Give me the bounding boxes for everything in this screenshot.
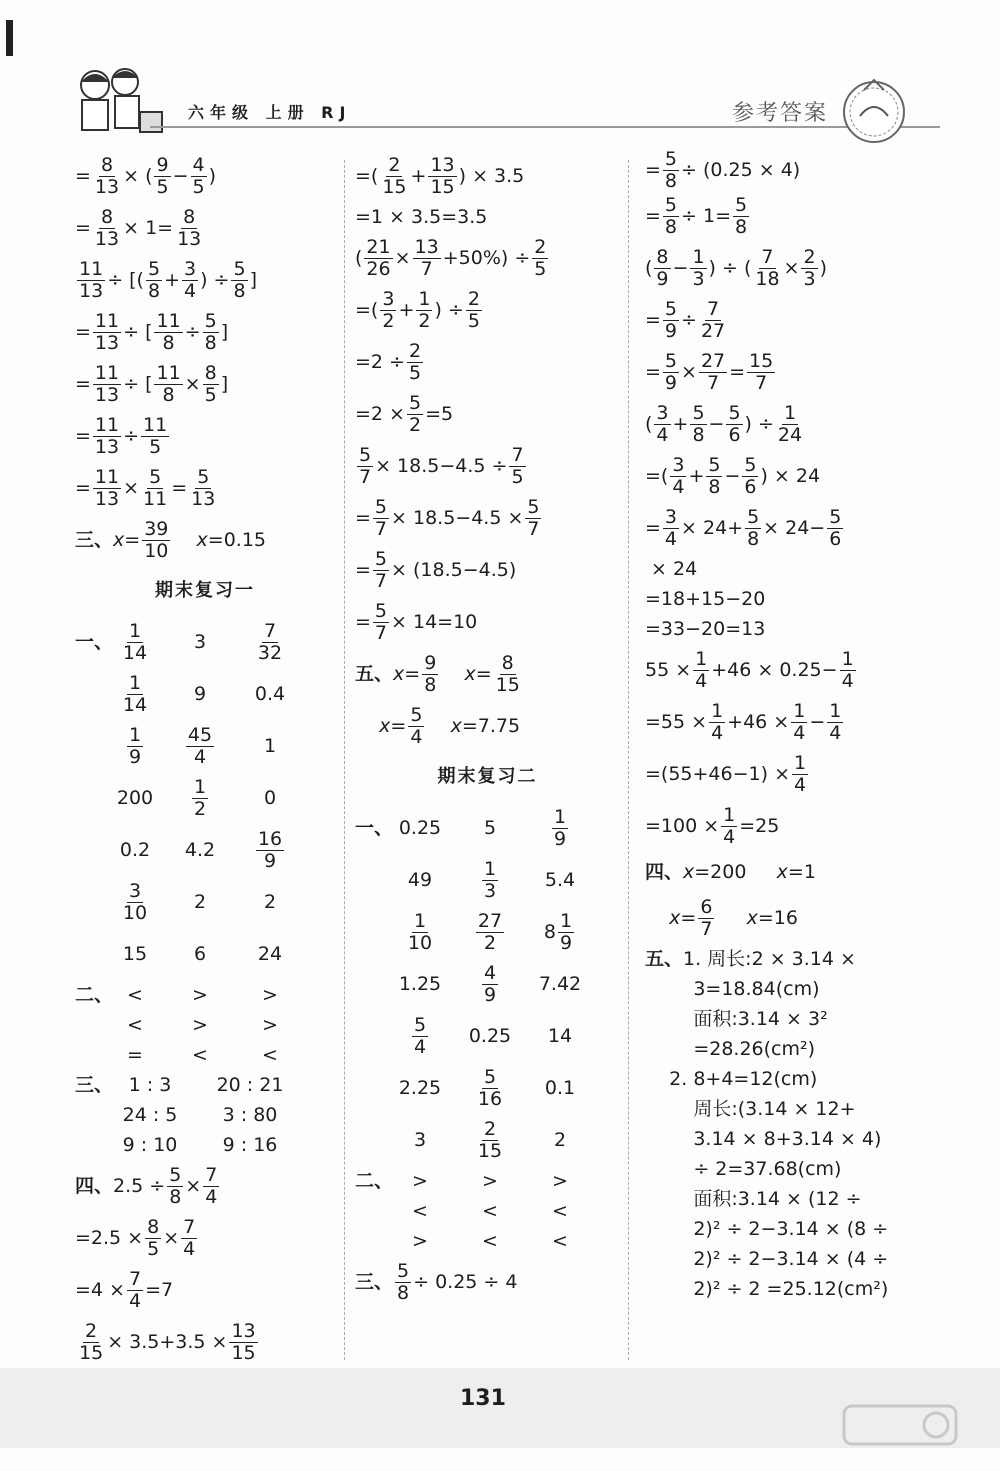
answer-row: $\frac{3}{10}$ 2 2 [122,879,277,924]
fraction: $\frac{5}{7}$ [374,495,388,540]
fraction: $\frac{3}{2}$ [382,287,395,332]
fraction: $\frac{7}{4}$ [205,1163,218,1208]
fraction: $\frac{1}{4}$ [829,699,842,744]
fraction: $\frac{3}{4}$ [184,257,197,302]
answer-line: =( $\frac{2}{15}$ + $\frac{13}{15}$ ) × 3.5 [355,153,525,198]
answer-line: =( $\frac{3}{2}$ + $\frac{1}{2}$ ) ÷ $\frac{2}{5}$ [355,287,480,332]
answer-line: = $\frac{5}{7}$ × 14=10 [355,599,478,644]
answer-row: 49 $\frac{1}{3}$ 5.4 [407,857,576,902]
answer-column-2 [355,150,620,1308]
fraction: $\frac{5}{16}$ [477,1065,503,1110]
fraction: $\frac{11}{13}$ [79,257,104,302]
fraction: $\frac{8}{9}$ [656,245,669,290]
answer-line: $\frac{11}{13}$ ÷ [( $\frac{5}{8}$ + $\frac{3}{4}$ ) ÷ $\frac{5}{8}$ ] [79,257,257,302]
fraction: $\frac{1}{3}$ [483,857,497,902]
fraction: $\frac{7}{18}$ [755,245,780,290]
answer-line: x = $\frac{6}{7}$ x =16 [669,895,798,940]
fraction: $\frac{5}{8}$ [692,401,705,446]
fraction: $\frac{5}{7}$ [374,599,388,644]
corner-mark [6,20,13,56]
fraction: $\frac{1}{10}$ [407,909,433,954]
fraction: $\frac{21}{26}$ [366,235,391,280]
fraction: $\frac{2}{15}$ [79,1319,104,1364]
answer-line: 2)² ÷ 2−3.14 × (4 ÷ [645,1247,889,1270]
fraction: $\frac{7}{32}$ [257,619,283,664]
fraction: $\frac{15}{7}$ [749,349,774,394]
fraction: $\frac{27}{7}$ [700,349,726,394]
answer-row: 三、 1 : 3 20 : 21 [75,1073,284,1096]
fraction: $\frac{7}{5}$ [511,443,524,488]
fraction: $\frac{1}{24}$ [777,401,803,446]
answer-line: 2. 8+4=12(cm) [645,1067,818,1090]
fraction: $\frac{7}{27}$ [700,297,726,342]
answer-row: $\frac{5}{4}$ 0.25 14 [413,1013,573,1058]
answer-line: 三、 $\frac{5}{8}$ ÷ 0.25 ÷ 4 [355,1259,518,1304]
fraction: $\frac{5}{8}$ [397,1259,410,1304]
fraction: $\frac{2}{5}$ [534,235,547,280]
answer-line: = $\frac{11}{13}$ ÷ [ $\frac{11}{8}$ × $\frac{8}{5}$ ] [75,361,229,406]
answer-line: =1 × 3.5=3.5 [355,205,488,228]
answer-line: = $\frac{5}{9}$ ÷ $\frac{7}{27}$ [645,297,726,342]
answer-line: =( $\frac{3}{4}$ + $\frac{5}{8}$ − $\frac{5}{6}$ ) × 24 [645,453,821,498]
fraction: $\frac{5}{8}$ [169,1163,182,1208]
fraction: $\frac{16}{9}$ [257,827,283,872]
fraction: $\frac{1}{9}$ [128,723,142,768]
fraction: $\frac{5}{11}$ [143,465,168,510]
answer-line: = $\frac{11}{13}$ × $\frac{5}{11}$ = $\frac{5}{13}$ [75,465,216,510]
fraction: $\frac{4}{9}$ [483,961,497,1006]
brand-seal-icon [838,76,910,148]
answer-row: < > > [127,1013,278,1036]
answer-line: = $\frac{5}{8}$ ÷ (0.25 × 4) [645,147,801,192]
fraction: $\frac{1}{4}$ [841,647,854,692]
fraction: $\frac{13}{15}$ [231,1319,256,1364]
fraction: $\frac{2}{3}$ [803,245,816,290]
fraction: $\frac{1}{14}$ [122,671,148,716]
fraction: $\frac{5}{8}$ [708,453,721,498]
column-divider [344,160,345,1360]
fraction: $\frac{1}{14}$ [122,619,148,664]
fraction: $\frac{1}{4}$ [711,699,724,744]
fraction: $\frac{11}{13}$ [94,309,120,354]
answer-row: 200 $\frac{1}{2}$ 0 [116,775,277,820]
fraction: $\frac{5}{6}$ [829,505,842,550]
answer-line: = $\frac{5}{9}$ × $\frac{27}{7}$ = $\frac{15}{7}$ [645,349,774,394]
answer-line: =18+15−20 [645,587,766,610]
answer-line: = $\frac{5}{8}$ ÷ 1= $\frac{5}{8}$ [645,193,748,238]
fraction: $\frac{1}{9}$ [553,805,567,850]
fraction: $\frac{5}{8}$ [664,193,678,238]
answer-row: < < < [412,1199,568,1222]
answer-line: ( $\frac{8}{9}$ − $\frac{1}{3}$ ) ÷ ( $\frac{7}{18}$ × $\frac{2}{3}$ ) [645,245,827,290]
answer-line: 五、 1. 周长:2 × 3.14 × [645,947,856,970]
answer-line: 2)² ÷ 2 =25.12(cm²) [645,1277,889,1300]
answer-line: =55 × $\frac{1}{4}$ +46 × $\frac{1}{4}$ − $\frac{1}{4}$ [645,699,842,744]
fraction: $\frac{5}{8}$ [734,193,748,238]
answer-line: = $\frac{5}{7}$ × 18.5−4.5 × $\frac{5}{7}$ [355,495,540,540]
fraction: $\frac{5}{4}$ [410,703,423,748]
fraction: $\frac{1}{4}$ [695,647,708,692]
answer-row: 1.25 $\frac{4}{9}$ 7.42 [398,961,582,1006]
header-grade: 六年级 上册 RJ [188,103,352,122]
answer-line: =4 × $\frac{7}{4}$ =7 [75,1267,174,1312]
fraction: $\frac{8}{15}$ [495,651,520,696]
fraction: $\frac{11}{8}$ [156,309,181,354]
fraction: $\frac{11}{13}$ [94,361,120,406]
fraction: $\frac{11}{13}$ [94,465,120,510]
fraction: $\frac{3}{4}$ [664,505,678,550]
answer-row: 二、 > > > [355,1169,568,1192]
fraction: $\frac{5}{8}$ [204,309,217,354]
fraction: $\frac{5}{7}$ [374,547,388,592]
answer-line: = $\frac{5}{7}$ × (18.5−4.5) [355,547,517,592]
column-divider [628,160,629,1360]
answer-row: = < < [127,1043,278,1066]
section-heading: 期末复习二 [437,766,538,787]
answer-line: 四、 x =200 x =1 [645,860,816,883]
fraction: $\frac{4}{5}$ [192,153,205,198]
answer-line: 3=18.84(cm) [645,977,820,1000]
answer-line: =33−20=13 [645,617,766,640]
watermark-logo-icon [840,1400,960,1450]
fraction: $\frac{11}{13}$ [94,413,120,458]
answer-line: = $\frac{11}{13}$ ÷ [ $\frac{11}{8}$ ÷ $\frac{5}{8}$ ] [75,309,229,354]
fraction: $\frac{2}{5}$ [408,339,422,384]
answer-row: 一、 0.25 5 $\frac{1}{9}$ [355,805,567,850]
fraction: $\frac{9}{8}$ [424,651,437,696]
header-rule [150,126,940,128]
fraction: $\frac{5}{8}$ [664,147,678,192]
answer-line: =28.26(cm²) [645,1037,816,1060]
answer-line: = $\frac{8}{13}$ × 1= $\frac{8}{13}$ [75,205,202,250]
fraction: $\frac{7}{4}$ [128,1267,142,1312]
fraction: $\frac{39}{10}$ [144,517,169,562]
answer-line: ( $\frac{21}{26}$ × $\frac{13}{7}$ +50%) ÷ $\frac{2}{5}$ [355,235,547,280]
fraction: $\frac{5}{13}$ [191,465,216,510]
answer-line: × 24 [645,557,698,580]
answer-line: =100 × $\frac{1}{4}$ =25 [645,803,780,848]
fraction: $\frac{5}{7}$ [359,443,372,488]
fraction: $\frac{13}{7}$ [414,235,439,280]
fraction: $\frac{1}{3}$ [692,245,705,290]
fraction: $\frac{2}{15}$ [477,1117,503,1162]
fraction: $\frac{3}{4}$ [656,401,669,446]
answer-line: 周长:(3.14 × 12+ [645,1097,856,1120]
fraction: $\frac{5}{2}$ [408,391,422,436]
answer-line: =2 ÷ $\frac{2}{5}$ [355,339,422,384]
answer-line: = $\frac{8}{13}$ × ( $\frac{9}{5}$ − $\frac{4}{5}$ ) [75,153,217,198]
fraction: $\frac{1}{4}$ [723,803,736,848]
fraction: $\frac{8}{13}$ [94,153,120,198]
fraction: $\frac{5}{8}$ [747,505,760,550]
fraction: $\frac{9}{5}$ [156,153,169,198]
answer-row: 二、 < > > [75,983,278,1006]
answer-line: =(55+46−1) × $\frac{1}{4}$ [645,751,807,796]
fraction: $\frac{5}{9}$ [664,349,678,394]
answer-row: 15 6 24 [122,942,283,965]
answer-row: 3 $\frac{2}{15}$ 2 [413,1117,567,1162]
fraction: $\frac{5}{6}$ [728,401,741,446]
answer-row: 9 : 10 9 : 16 [122,1133,278,1156]
answer-line: ( $\frac{3}{4}$ + $\frac{5}{8}$ − $\frac{5}{6}$ ) ÷ $\frac{1}{24}$ [645,401,803,446]
answer-column-3 [645,147,965,1304]
header-section-title: 参考答案 [731,101,828,126]
answer-row: > < < [412,1229,568,1252]
fraction: $\frac{7}{4}$ [183,1215,196,1260]
answer-line: =2.5 × $\frac{8}{5}$ × $\frac{7}{4}$ [75,1215,196,1260]
answer-line: = $\frac{11}{13}$ ÷ $\frac{11}{5}$ [75,413,168,458]
fraction: $\frac{5}{4}$ [413,1013,427,1058]
fraction: $\frac{6}{7}$ [700,895,713,940]
fraction: $\frac{27}{2}$ [477,909,503,954]
answer-line: $\frac{5}{7}$ × 18.5−4.5 ÷ $\frac{7}{5}$ [359,443,524,488]
fraction: $\frac{13}{15}$ [430,153,455,198]
page-number: 131 [460,1386,506,1411]
fraction: $\frac{1}{4}$ [793,699,806,744]
fraction: $\frac{2}{5}$ [467,287,480,332]
cartoon-kids-icon [60,60,170,140]
answer-line: 五、 x = $\frac{9}{8}$ x = $\frac{8}{15}$ [355,651,520,696]
answer-line: 2)² ÷ 2−3.14 × (8 ÷ [645,1217,889,1240]
answer-row: 24 : 5 3 : 80 [122,1103,278,1126]
answer-line: 3.14 × 8+3.14 × 4) [645,1127,882,1150]
fraction: $\frac{3}{10}$ [122,879,148,924]
fraction: $\frac{1}{2}$ [418,287,431,332]
answer-row: 2.25 $\frac{5}{16}$ 0.1 [398,1065,576,1110]
answer-line: ÷ 2=37.68(cm) [645,1157,842,1180]
answer-row: 一、 $\frac{1}{14}$ 3 $\frac{7}{32}$ [75,619,283,664]
answer-line: 面积:3.14 × 3² [645,1007,828,1030]
fraction: $\frac{5}{7}$ [527,495,540,540]
fraction: $\frac{11}{5}$ [143,413,168,458]
fraction: $\frac{5}{8}$ [147,257,161,302]
fraction: $\frac{8}{5}$ [204,361,217,406]
fraction: $\frac{8}{13}$ [177,205,202,250]
fraction: $\frac{3}{4}$ [672,453,685,498]
answer-row: $\frac{1}{14}$ 9 0.4 [122,671,286,716]
answer-line: x = $\frac{5}{4}$ x =7.75 [379,703,521,748]
answer-line: $\frac{2}{15}$ × 3.5+3.5 × $\frac{13}{15}$ [79,1319,256,1364]
answer-line: =2 × $\frac{5}{2}$ =5 [355,391,454,436]
fraction: $\frac{8}{13}$ [94,205,120,250]
answer-line: 三、 x = $\frac{39}{10}$ x =0.15 [75,517,267,562]
answer-line: 55 × $\frac{1}{4}$ +46 × 0.25− $\frac{1}{4}$ [645,647,854,692]
fraction: $\frac{1}{9}$ [560,909,573,954]
fraction: $\frac{2}{15}$ [382,153,407,198]
fraction: $\frac{45}{4}$ [187,723,213,768]
section-heading: 期末复习一 [155,580,255,601]
answer-row: $\frac{1}{9}$ $\frac{45}{4}$ 1 [128,723,277,768]
fraction: $\frac{5}{9}$ [664,297,678,342]
fraction: $\frac{5}{8}$ [233,257,246,302]
answer-line: = $\frac{3}{4}$ × 24+ $\frac{5}{8}$ × 24− $\frac{5}{6}$ [645,505,842,550]
answer-row: $\frac{1}{10}$ $\frac{27}{2}$ 8 $\frac{1}{9}$ [407,909,573,954]
fraction: $\frac{8}{5}$ [147,1215,160,1260]
answer-column-1 [75,150,335,1368]
answer-line: 四、 2.5 ÷ $\frac{5}{8}$ × $\frac{7}{4}$ [75,1163,218,1208]
fraction: $\frac{11}{8}$ [156,361,181,406]
answer-line: 面积:3.14 × (12 ÷ [645,1187,862,1210]
fraction: $\frac{5}{6}$ [744,453,757,498]
answer-row: 0.2 4.2 $\frac{16}{9}$ [119,827,283,872]
fraction: $\frac{1}{2}$ [193,775,207,820]
fraction: $\frac{1}{4}$ [794,751,807,796]
